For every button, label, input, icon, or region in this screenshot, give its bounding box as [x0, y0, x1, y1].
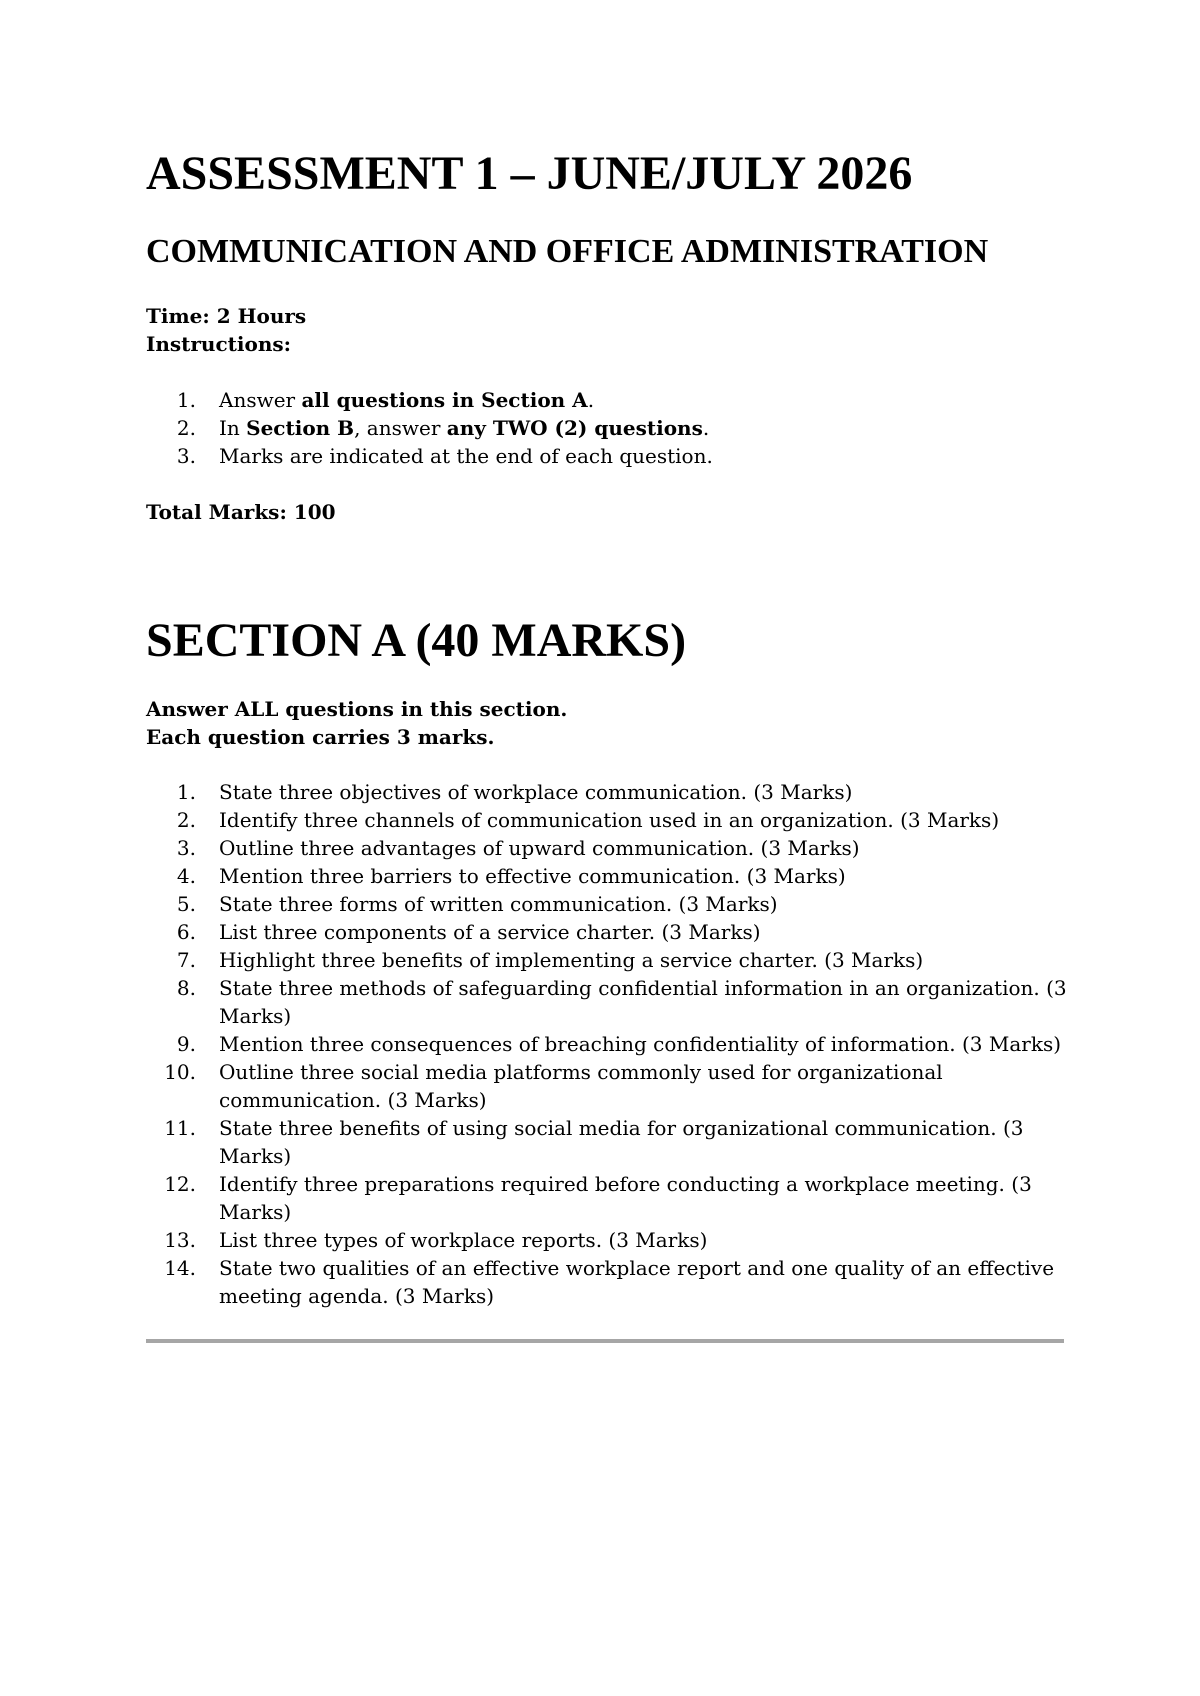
- question-text: State three forms of written communication. (3 Marks): [219, 892, 778, 916]
- question-text: Outline three advantages of upward communication. (3 Marks): [219, 836, 860, 860]
- question-number: 14.: [164, 1256, 196, 1280]
- question-item: [146, 1114, 1099, 1170]
- question-text: Identify three preparations required before conducting a workplace meeting. (3 Marks): [219, 1172, 1032, 1224]
- question-text: State three objectives of workplace communication. (3 Marks): [219, 780, 853, 804]
- instruction-emphasis: Section B: [246, 416, 355, 440]
- question-item: [146, 1254, 1099, 1310]
- instruction-text: In: [219, 416, 247, 440]
- instructions-list: [146, 386, 1079, 470]
- question-text: List three components of a service charter. (3 Marks): [219, 920, 761, 944]
- question-item: [146, 946, 1099, 974]
- list-number: 1.: [176, 388, 196, 412]
- question-text: State three methods of safeguarding confidential information in an organization. (3 Marks): [219, 976, 1067, 1028]
- section-instruction: Answer ALL questions in this section.: [146, 697, 568, 721]
- questions-list: [146, 778, 1099, 1310]
- question-item: [146, 834, 1099, 862]
- question-item: [146, 974, 1099, 1030]
- instruction-text: .: [702, 416, 710, 440]
- question-number: 1.: [176, 780, 196, 804]
- horizontal-divider: [146, 1339, 1064, 1343]
- question-number: 11.: [164, 1116, 196, 1140]
- question-number: 13.: [164, 1228, 196, 1252]
- instruction-item: [146, 386, 1079, 414]
- question-number: 5.: [176, 892, 196, 916]
- question-text: Mention three consequences of breaching confidentiality of information. (3 Marks): [219, 1032, 1062, 1056]
- question-number: 9.: [176, 1032, 196, 1056]
- question-item: [146, 918, 1099, 946]
- question-number: 3.: [176, 836, 196, 860]
- question-text: Highlight three benefits of implementing a service charter. (3 Marks): [219, 948, 924, 972]
- question-item: [146, 778, 1099, 806]
- question-text: Mention three barriers to effective communication. (3 Marks): [219, 864, 846, 888]
- page-title: ASSESSMENT 1 – JUNE/JULY 2026: [146, 147, 913, 200]
- list-number: 2.: [176, 416, 196, 440]
- time-allowed: Time: 2 Hours: [146, 304, 307, 328]
- instruction-text: Marks are indicated at the end of each question.: [219, 444, 713, 468]
- question-item: [146, 806, 1099, 834]
- question-item: [146, 1030, 1099, 1058]
- question-number: 4.: [176, 864, 196, 888]
- instruction-text: Answer: [219, 388, 302, 412]
- question-text: State three benefits of using social media for organizational communication. (3 Marks): [219, 1116, 1024, 1168]
- section-heading: SECTION A (40 MARKS): [146, 614, 687, 667]
- question-number: 2.: [176, 808, 196, 832]
- total-marks: Total Marks: 100: [146, 500, 336, 524]
- question-number: 12.: [164, 1172, 196, 1196]
- question-number: 10.: [164, 1060, 196, 1084]
- list-number: 3.: [176, 444, 196, 468]
- section-marks-note: Each question carries 3 marks.: [146, 725, 495, 749]
- question-item: [146, 1226, 1099, 1254]
- question-text: State two qualities of an effective workplace report and one quality of an effective meeting agenda. (3 Marks): [219, 1256, 1055, 1308]
- question-number: 6.: [176, 920, 196, 944]
- question-number: 7.: [176, 948, 196, 972]
- question-item: [146, 1170, 1099, 1226]
- question-text: Outline three social media platforms commonly used for organizational communication. (3 Marks): [219, 1060, 943, 1112]
- question-item: [146, 1058, 1099, 1114]
- instruction-item: [146, 414, 1079, 442]
- instruction-item: [146, 442, 1079, 470]
- instruction-emphasis: any TWO (2) questions: [446, 416, 703, 440]
- instruction-emphasis: all questions in Section A: [301, 388, 588, 412]
- question-item: [146, 890, 1099, 918]
- course-subtitle: COMMUNICATION AND OFFICE ADMINISTRATION: [146, 233, 989, 270]
- question-text: List three types of workplace reports. (3 Marks): [219, 1228, 708, 1252]
- instruction-text: .: [587, 388, 595, 412]
- instructions-label: Instructions:: [146, 332, 292, 356]
- question-text: Identify three channels of communication used in an organization. (3 Marks): [219, 808, 1000, 832]
- question-item: [146, 862, 1099, 890]
- question-number: 8.: [176, 976, 196, 1000]
- instruction-text: , answer: [354, 416, 447, 440]
